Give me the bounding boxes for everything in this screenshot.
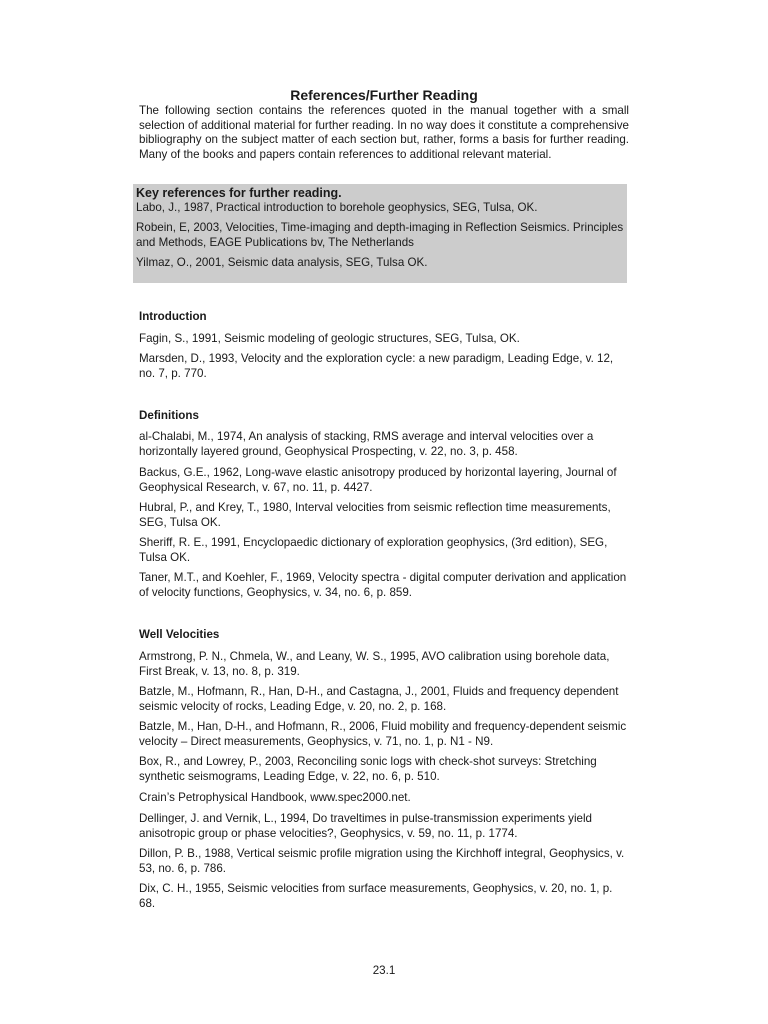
reference-item: Batzle, M., Han, D-H., and Hofmann, R., 2006, Fluid mobility and frequency-dependent seismic velocity – Direct measurements, Geophysics, v. 71, no. 1, p. N1 - N9. xyxy=(139,720,627,748)
reference-item: Crain’s Petrophysical Handbook, www.spec2000.net. xyxy=(139,791,411,804)
reference-item: al-Chalabi, M., 1974, An analysis of stacking, RMS average and interval velocities over a horizontally layered ground, Geophysical Prospecting, v. 22, no. 3, p. 458. xyxy=(139,430,594,458)
reference-item: Taner, M.T., and Koehler, F., 1969, Velocity spectra - digital computer derivation and application of velocity functions, Geophysics, v. 34, no. 6, p. 859. xyxy=(139,571,627,599)
reference-item: Box, R., and Lowrey, P., 2003, Reconciling sonic logs with check-shot surveys: Stretching synthetic seismograms, Leading Edge, v. 22, no. 6, p. 510. xyxy=(139,755,597,783)
page-number: 23.1 xyxy=(372,964,396,977)
reference-item: Fagin, S., 1991, Seismic modeling of geologic structures, SEG, Tulsa, OK. xyxy=(139,332,520,345)
reference-item: Batzle, M., Hofmann, R., Han, D-H., and Castagna, J., 2001, Fluids and frequency dependent seismic velocity of rocks, Leading Edge, v. 20, no. 2, p. 168. xyxy=(139,685,619,713)
key-reference-item: Yilmaz, O., 2001, Seismic data analysis, SEG, Tulsa OK. xyxy=(136,256,428,269)
page-title: References/Further Reading xyxy=(290,87,478,103)
intro-paragraph: The following section contains the references quoted in the manual together with a small selection of additional material for further reading. In no way does it constitute a comprehensive bibliography on the subject matter of each section but, rather, forms a basis for further reading. Many of the books and papers contain references to additional relevant material. xyxy=(139,104,629,161)
section-heading-well-velocities: Well Velocities xyxy=(139,628,220,641)
section-heading-introduction: Introduction xyxy=(139,310,207,323)
reference-item: Marsden, D., 1993, Velocity and the exploration cycle: a new paradigm, Leading Edge, v. 12, no. 7, p. 770. xyxy=(139,352,614,380)
key-reference-item: Labo, J., 1987, Practical introduction to borehole geophysics, SEG, Tulsa, OK. xyxy=(136,201,538,214)
reference-item: Backus, G.E., 1962, Long-wave elastic anisotropy produced by horizontal layering, Journal of Geophysical Research, v. 67, no. 11, p. 4427. xyxy=(139,466,617,494)
reference-item: Armstrong, P. N., Chmela, W., and Leany, W. S., 1995, AVO calibration using borehole data, First Break, v. 13, no. 8, p. 319. xyxy=(139,650,610,678)
reference-item: Sheriff, R. E., 1991, Encyclopaedic dictionary of exploration geophysics, (3rd edition), SEG, Tulsa OK. xyxy=(139,536,608,564)
key-references-heading: Key references for further reading. xyxy=(136,186,342,200)
reference-item: Hubral, P., and Krey, T., 1980, Interval velocities from seismic reflection time measurements, SEG, Tulsa OK. xyxy=(139,501,611,529)
reference-item: Dillon, P. B., 1988, Vertical seismic profile migration using the Kirchhoff integral, Geophysics, v. 53, no. 6, p. 786. xyxy=(139,847,625,875)
reference-item: Dix, C. H., 1955, Seismic velocities from surface measurements, Geophysics, v. 20, no. 1, p. 68. xyxy=(139,882,613,910)
reference-item: Dellinger, J. and Vernik, L., 1994, Do traveltimes in pulse-transmission experiments yield anisotropic group or phase velocities?, Geophysics, v. 59, no. 11, p. 1774. xyxy=(139,812,593,840)
key-reference-item: Robein, E, 2003, Velocities, Time-imaging and depth-imaging in Reflection Seismics. Principles and Methods, EAGE Publications bv, The Netherlands xyxy=(136,221,624,249)
key-references-box xyxy=(133,184,627,283)
section-heading-definitions: Definitions xyxy=(139,409,199,422)
